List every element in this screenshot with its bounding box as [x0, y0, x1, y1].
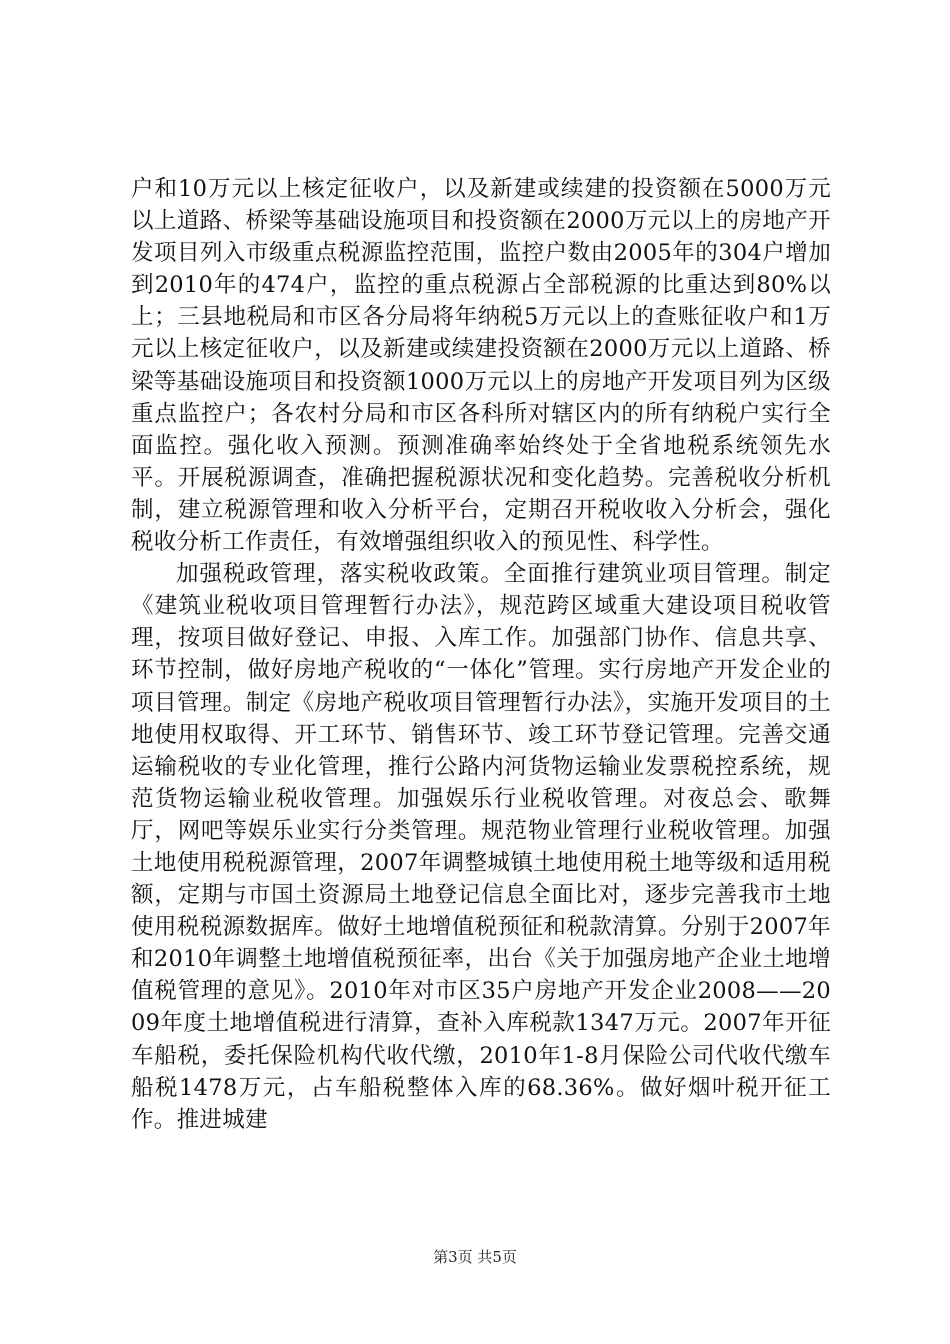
document-body: [131, 173, 831, 1136]
page-footer: 第3页 共5页: [433, 1248, 517, 1266]
paragraph-tax-policy-management: 加强税政管理，落实税收政策。全面推行建筑业项目管理。制定《建筑业税收项目管理暂行办法》，规范跨区域重大建设项目税收管理，按项目做好登记、申报、入库工作。加强部门协作、信息共享、环节控制，做好房地产税收的“一体化”管理。实行房地产开发企业的项目管理。制定《房地产税收项目管理暂行办法》，实施开发项目的土地使用权取得、开工环节、销售环节、竣工环节登记管理。完善交通运输税收的专业化管理，推行公路内河货物运输业发票税控系统，规范货物运输业税收管理。加强娱乐行业税收管理。对夜总会、歌舞厅，网吧等娱乐业实行分类管理。规范物业管理行业税收管理。加强土地使用税税源管理，2007年调整城镇土地使用税土地等级和适用税额，定期与市国土资源局土地登记信息全面比对，逐步完善我市土地使用税税源数据库。做好土地增值税预征和税款清算。分别于2007年和2010年调整土地增值税预征率，出台《关于加强房地产企业土地增值税管理的意见》。2010年对市区35户房地产开发企业2008——2009年度土地增值税进行清算，查补入库税款1347万元。2007年开征车船税，委托保险机构代收代缴，2010年1-8月保险公司代收代缴车船税1478万元，占车船税整体入库的68.36%。做好烟叶税开征工作。推进城建: [131, 561, 831, 1133]
paragraph-tax-source-monitoring: 户和10万元以上核定征收户，以及新建或续建的投资额在5000万元以上道路、桥梁等基础设施项目和投资额在2000万元以上的房地产开发项目列入市级重点税源监控范围，监控户数由2005年的304户增加到2010年的474户，监控的重点税源占全部税源的比重达到80%以上；三县地税局和市区各分局将年纳税5万元以上的查账征收户和1万元以上核定征收户，以及新建或续建投资额在2000万元以上道路、桥梁等基础设施项目和投资额1000万元以上的房地产开发项目列为区级重点监控户；各农村分局和市区各科所对辖区内的所有纳税户实行全面监控。强化收入预测。预测准确率始终处于全省地税系统领先水平。开展税源调查，准确把握税源状况和变化趋势。完善税收分析机制，建立税源管理和收入分析平台，定期召开税收收入分析会，强化税收分析工作责任，有效增强组织收入的预见性、科学性。: [131, 176, 831, 556]
